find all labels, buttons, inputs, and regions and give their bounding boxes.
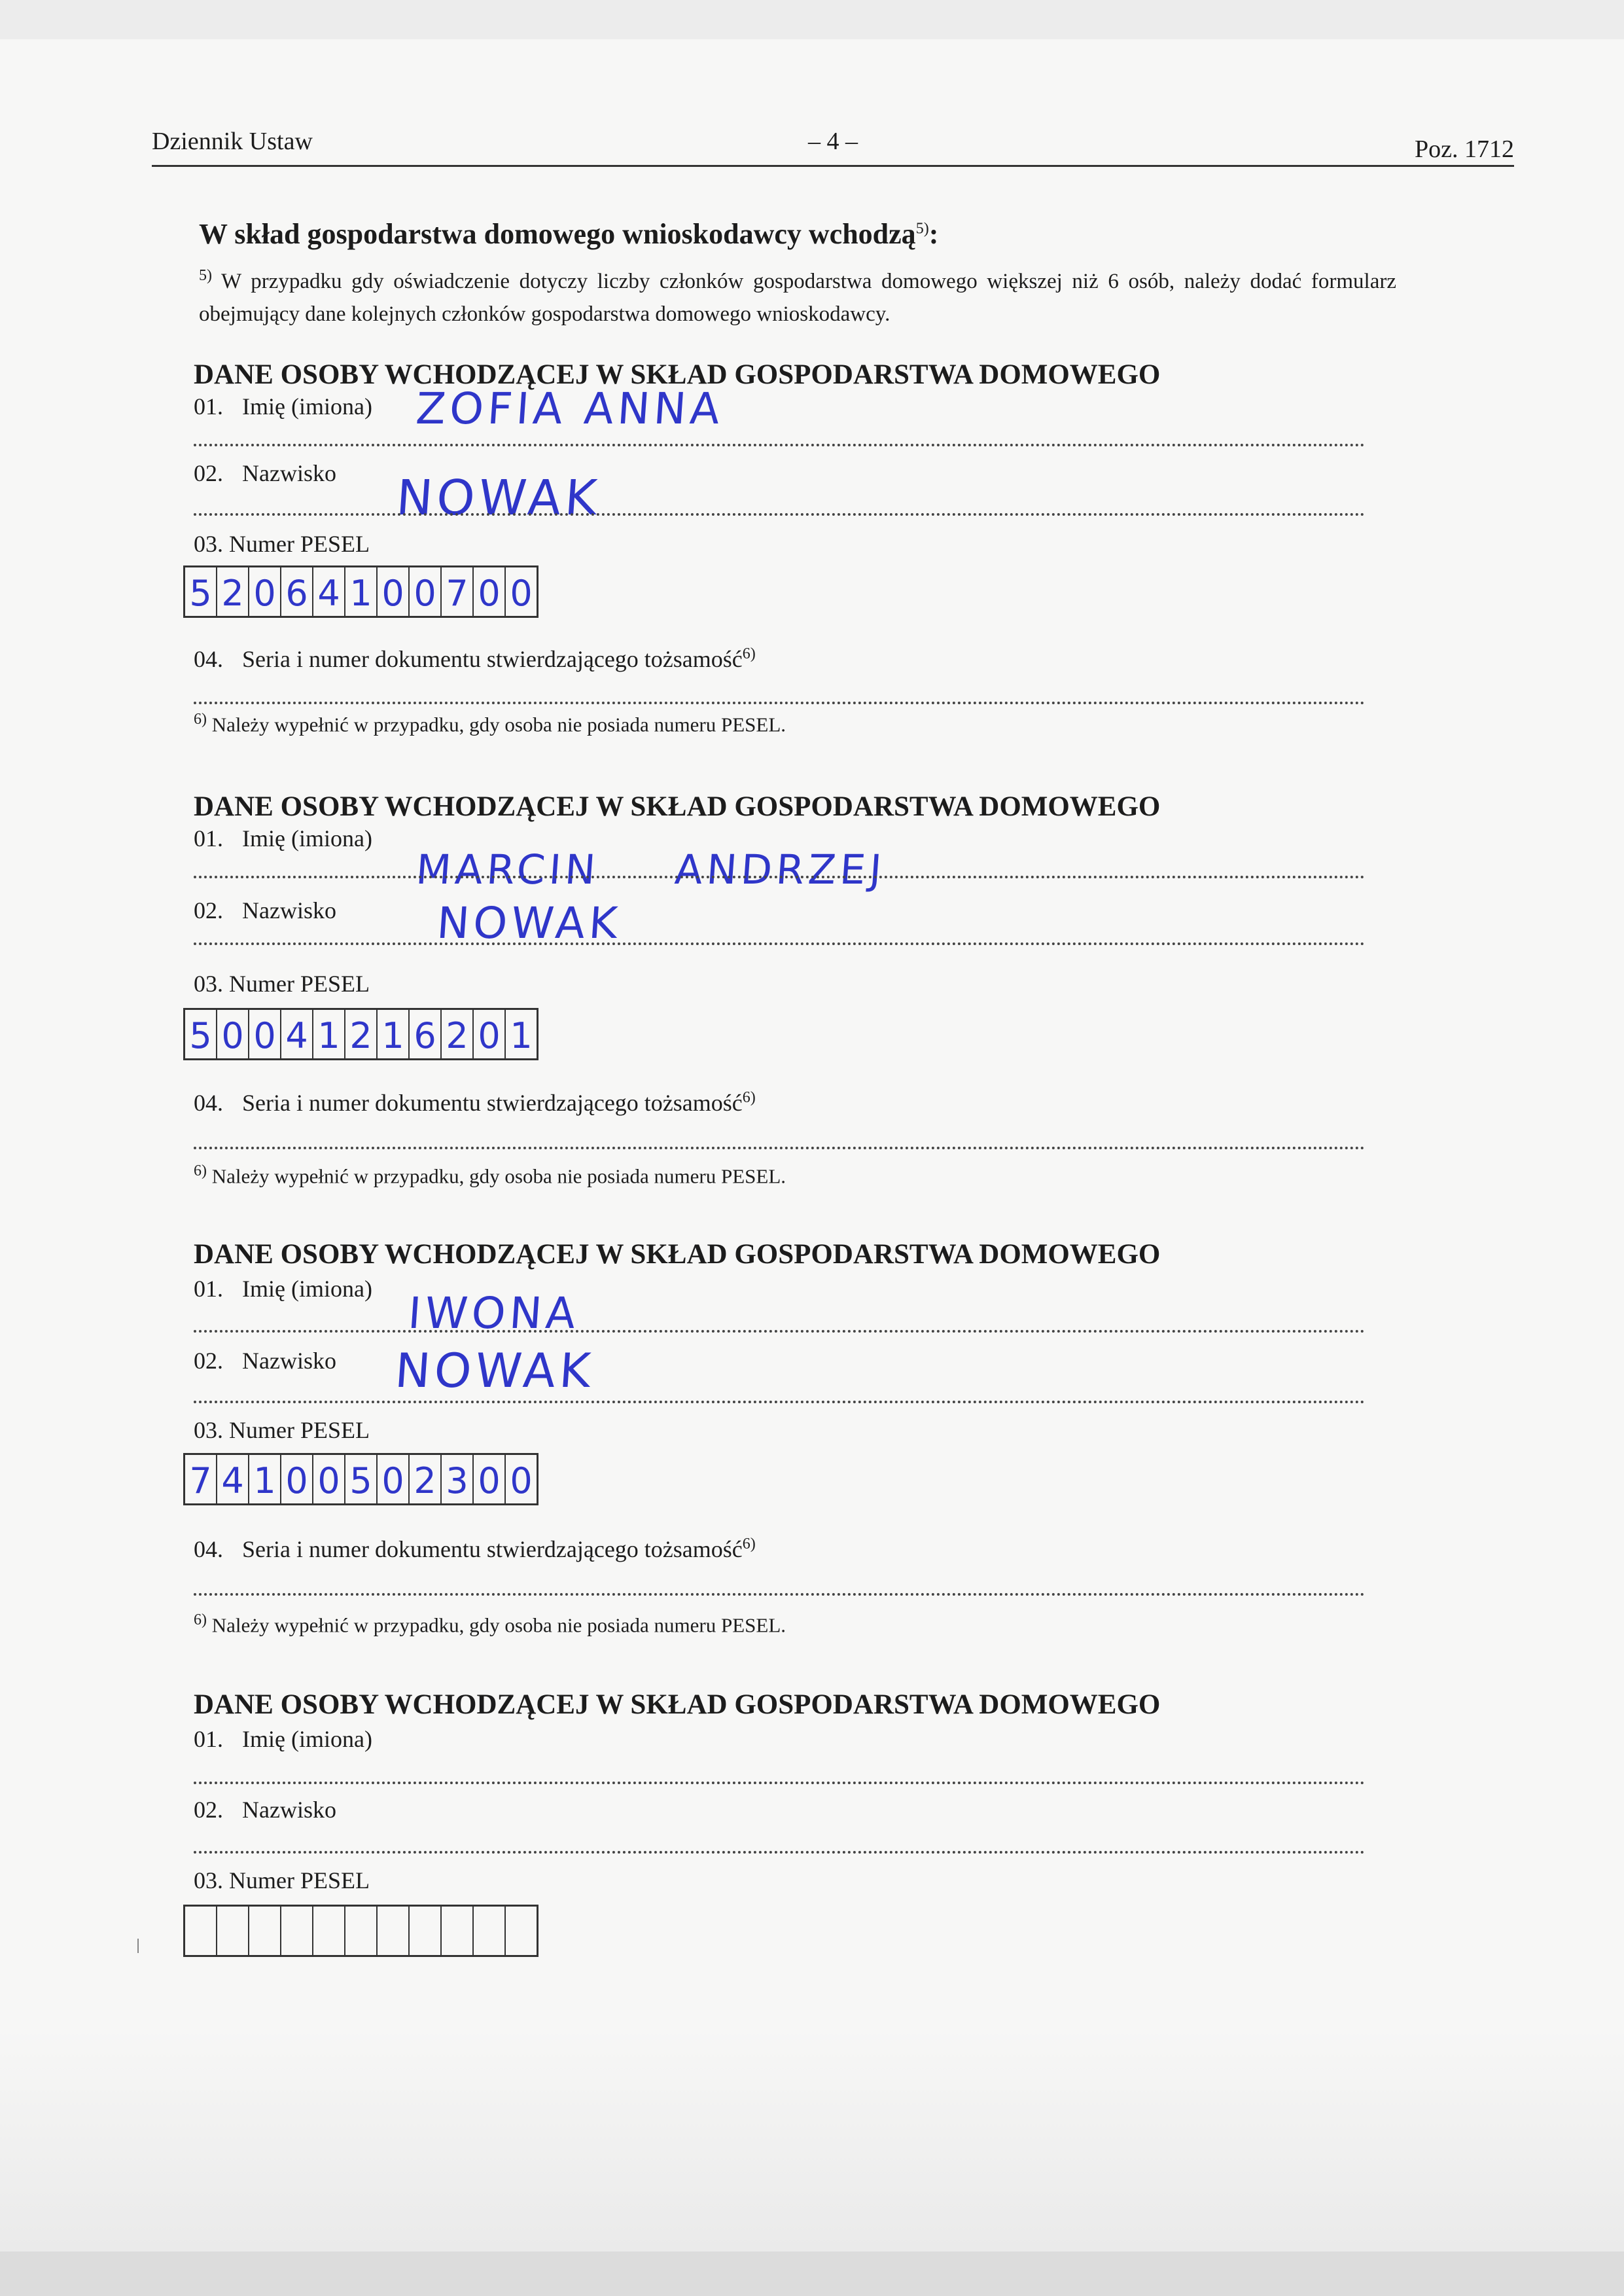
pesel-digit[interactable] — [378, 1907, 410, 1955]
pesel-digit[interactable]: 1 — [249, 1455, 281, 1503]
pesel-digit[interactable] — [313, 1907, 345, 1955]
page-number: – 4 – — [808, 128, 858, 155]
pesel-digit[interactable] — [217, 1907, 249, 1955]
pesel-digit[interactable]: 0 — [510, 1460, 533, 1501]
surname-line — [194, 942, 1365, 945]
pesel-digit[interactable]: 6 — [281, 567, 313, 616]
footnote-6: $^{6)}$ Należy wypełnić w przypadku, gdy osoba nie posiada numeru PESEL. — [194, 711, 786, 736]
pesel-digit[interactable]: 0 — [313, 1455, 345, 1503]
pesel-digit[interactable]: 5 — [345, 1455, 378, 1503]
pesel-digit[interactable]: 0 — [474, 1455, 506, 1503]
pesel-digit[interactable]: 2 — [442, 1010, 474, 1058]
pesel-digit[interactable] — [345, 1907, 378, 1955]
pesel-digit[interactable]: 1 — [510, 1015, 533, 1056]
pesel-digit[interactable]: 3 — [442, 1455, 474, 1503]
id-document-line[interactable] — [194, 702, 1365, 704]
pesel-digit[interactable] — [410, 1907, 442, 1955]
surname-label: 02. Nazwisko — [194, 897, 336, 924]
surname-label: 02. Nazwisko — [194, 1348, 336, 1374]
journal-name: Dziennik Ustaw — [152, 128, 313, 155]
pesel-digit[interactable]: 0 — [217, 1010, 249, 1058]
pesel-digit[interactable]: 1 — [378, 1010, 410, 1058]
pesel-digit[interactable]: 0 — [378, 1455, 410, 1503]
surname-label: 02. Nazwisko — [194, 1797, 336, 1823]
first-name-line — [194, 444, 1365, 446]
id-document-line[interactable] — [194, 1593, 1365, 1596]
heading-colon: : — [928, 218, 939, 250]
surname-label: 02. Nazwisko — [194, 460, 336, 486]
pesel-label: 03. Numer PESEL — [194, 971, 370, 997]
pesel-digit[interactable] — [442, 1907, 474, 1955]
first-name-label: 01. Imię (imiona) — [194, 825, 372, 852]
pesel-label: 03. Numer PESEL — [194, 531, 370, 557]
first-name-line — [194, 876, 1365, 878]
pesel-digit[interactable]: 0 — [510, 573, 533, 614]
footnote-6: $^{6)}$ Należy wypełnić w przypadku, gdy osoba nie posiada numeru PESEL. — [194, 1611, 786, 1637]
position-number: Poz. 1712 — [1415, 135, 1514, 163]
pesel-digit[interactable] — [249, 1907, 281, 1955]
footnote-5 — [199, 259, 1396, 331]
surname-field[interactable]: NOWAK — [393, 1343, 597, 1398]
footnote-6: $^{6)}$ Należy wypełnić w przypadku, gdy osoba nie posiada numeru PESEL. — [194, 1162, 786, 1188]
household-heading — [199, 217, 938, 251]
pesel-digit[interactable]: 5 — [185, 567, 217, 616]
id-document-label: 04. Seria i numer dokumentu stwierdzającego tożsamość$^{6)}$ — [194, 1089, 756, 1116]
pesel-label: 03. Numer PESEL — [194, 1867, 370, 1893]
first-name-label: 01. Imię (imiona) — [194, 1726, 372, 1752]
first-name-line — [194, 1782, 1365, 1784]
pesel-digit[interactable]: 4 — [313, 567, 345, 616]
pesel-digit[interactable]: 5 — [185, 1010, 217, 1058]
pesel-digit[interactable]: 7 — [442, 567, 474, 616]
section-title: DANE OSOBY WCHODZĄCEJ W SKŁAD GOSPODARSTWA DOMOWEGO — [194, 359, 1161, 390]
pesel-digit[interactable]: 7 — [185, 1455, 217, 1503]
footnote-5-text: W przypadku gdy oświadczenie dotyczy liczby członków gospodarstwa domowego większej niż 6 osób, należy dodać formularz obejmujący dane kolejnych członków gospodarstwa domowego wnioskodawcy. — [199, 270, 1396, 326]
pesel-digit[interactable]: 0 — [474, 1010, 506, 1058]
footnote-5-number: 5) — [199, 267, 212, 284]
first-name-field[interactable]: IWONA — [406, 1288, 581, 1338]
pesel-digit[interactable]: 1 — [313, 1010, 345, 1058]
pesel-digit[interactable]: 0 — [249, 567, 281, 616]
pesel-digit[interactable]: 0 — [249, 1010, 281, 1058]
pesel-digit[interactable] — [281, 1907, 313, 1955]
pesel-digit[interactable]: 4 — [281, 1010, 313, 1058]
pesel-boxes[interactable] — [183, 1453, 538, 1505]
surname-field[interactable]: NOWAK — [394, 470, 603, 526]
pesel-digit[interactable] — [474, 1907, 506, 1955]
first-name-field[interactable]: MARCIN ANDRZEJ — [414, 846, 887, 893]
pesel-digit[interactable]: 1 — [345, 567, 378, 616]
id-document-label: 04. Seria i numer dokumentu stwierdzającego tożsamość$^{6)}$ — [194, 645, 756, 672]
id-document-label: 04. Seria i numer dokumentu stwierdzającego tożsamość$^{6)}$ — [194, 1535, 756, 1562]
pesel-boxes[interactable] — [183, 1905, 538, 1957]
first-name-line — [194, 1330, 1365, 1333]
first-name-field[interactable]: ZOFIA ANNA — [414, 384, 726, 434]
section-title: DANE OSOBY WCHODZĄCEJ W SKŁAD GOSPODARSTWA DOMOWEGO — [194, 1689, 1161, 1720]
surname-line — [194, 513, 1365, 516]
section-title: DANE OSOBY WCHODZĄCEJ W SKŁAD GOSPODARSTWA DOMOWEGO — [194, 791, 1161, 822]
pesel-label: 03. Numer PESEL — [194, 1417, 370, 1443]
pesel-digit[interactable]: 2 — [345, 1010, 378, 1058]
surname-line — [194, 1401, 1365, 1403]
pesel-digit[interactable] — [506, 1907, 537, 1955]
margin-mark — [137, 1939, 139, 1953]
pesel-boxes[interactable] — [183, 565, 538, 618]
pesel-digit[interactable]: 0 — [410, 567, 442, 616]
pesel-digit[interactable]: 0 — [281, 1455, 313, 1503]
pesel-digit[interactable]: 2 — [217, 567, 249, 616]
pesel-digit[interactable]: 4 — [217, 1455, 249, 1503]
pesel-digit[interactable] — [185, 1907, 217, 1955]
pesel-digit[interactable]: 6 — [410, 1010, 442, 1058]
first-name-label: 01. Imię (imiona) — [194, 393, 372, 420]
first-name-label: 01. Imię (imiona) — [194, 1276, 372, 1302]
surname-field[interactable]: NOWAK — [435, 898, 624, 948]
id-document-line[interactable] — [194, 1147, 1365, 1149]
pesel-digit[interactable]: 2 — [410, 1455, 442, 1503]
pesel-boxes[interactable] — [183, 1008, 538, 1060]
pesel-digit[interactable]: 0 — [474, 567, 506, 616]
surname-line — [194, 1851, 1365, 1854]
household-heading-text: W skład gospodarstwa domowego wnioskodawcy wchodzą — [199, 218, 916, 250]
section-title: DANE OSOBY WCHODZĄCEJ W SKŁAD GOSPODARSTWA DOMOWEGO — [194, 1239, 1161, 1270]
page-header — [152, 126, 1514, 167]
footnote-ref-5: 5) — [915, 220, 929, 238]
pesel-digit[interactable]: 0 — [378, 567, 410, 616]
